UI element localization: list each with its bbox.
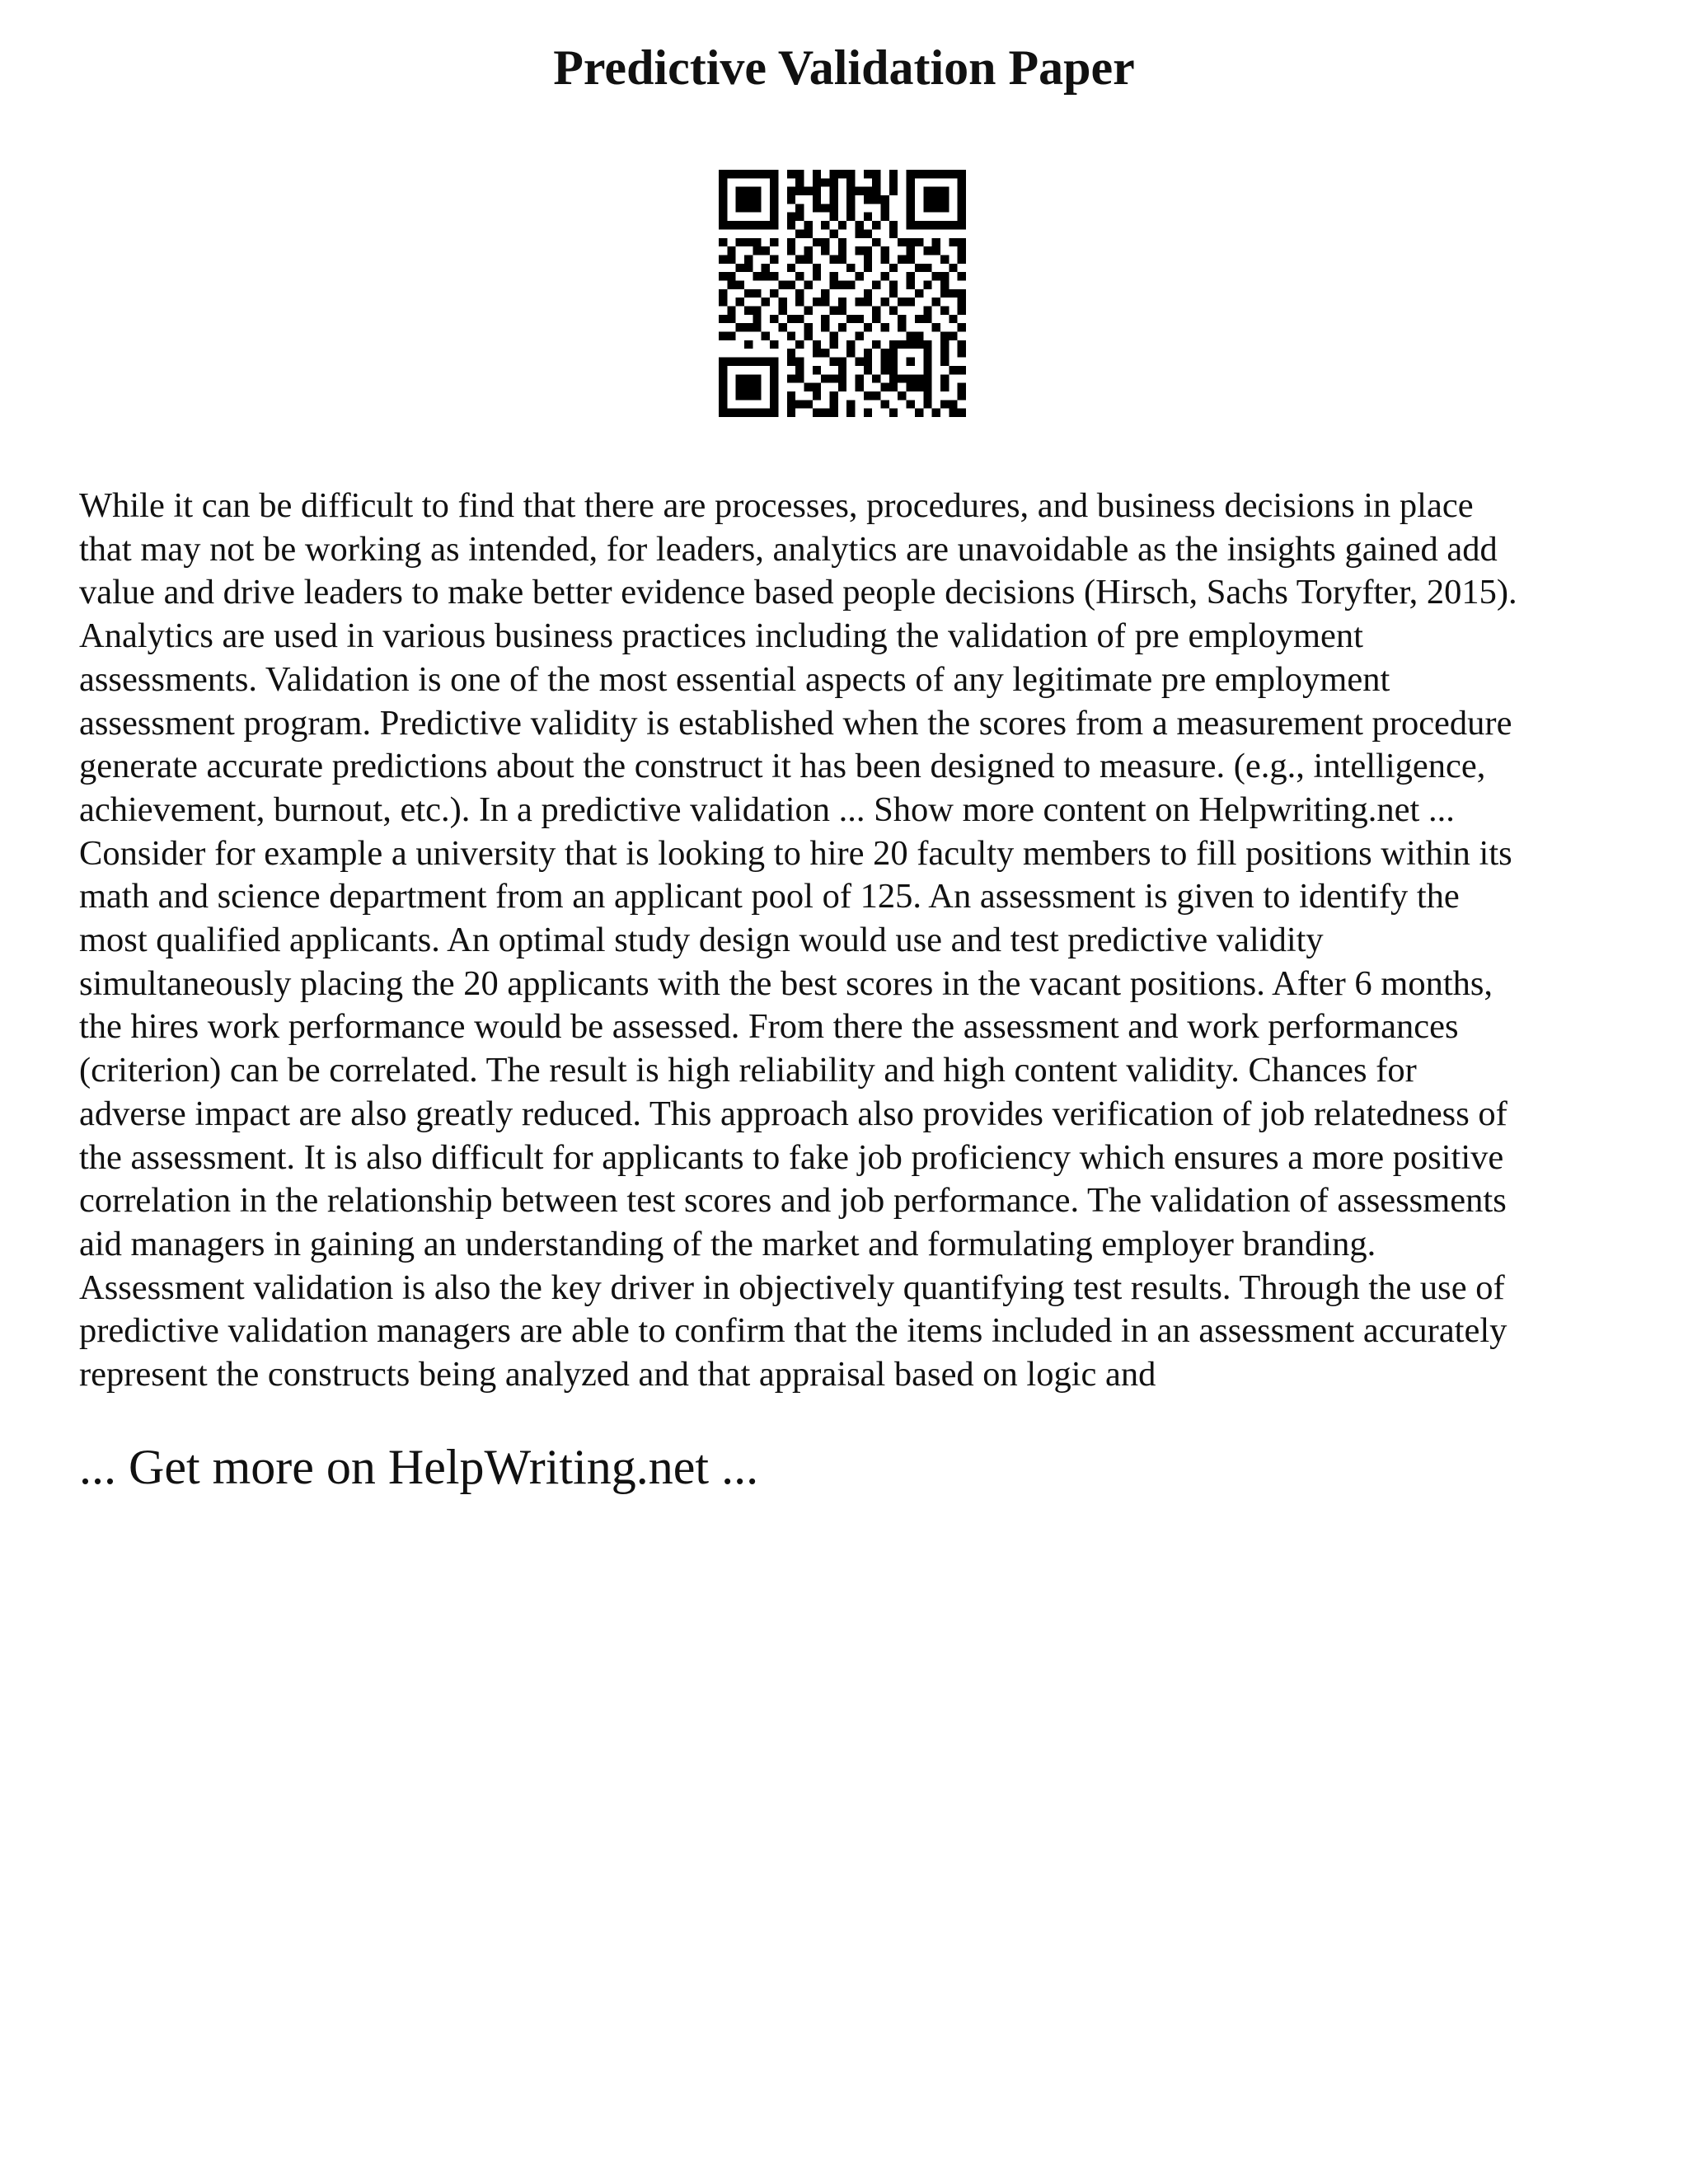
get-more-link[interactable]: ... Get more on HelpWriting.net ...	[79, 1440, 759, 1494]
body-line: While it can be difficult to find that there are processes, procedures, and business decisions in place	[79, 486, 1474, 525]
body-line: (criterion) can be correlated. The result is high reliability and high content validity. Chances for	[79, 1051, 1417, 1090]
body-line: predictive validation managers are able to confirm that the items included in an assessment accurately	[79, 1311, 1507, 1351]
body-line: correlation in the relationship between test scores and job performance. The validation of assessments	[79, 1181, 1507, 1221]
body-line: aid managers in gaining an understanding of the market and formulating employer branding.	[79, 1224, 1376, 1263]
qr-finder-top-right	[907, 170, 966, 229]
body-line: Consider for example a university that is looking to hire 20 faculty members to fill positions within its	[79, 833, 1512, 873]
body-line: assessments. Validation is one of the most essential aspects of any legitimate pre employment	[79, 659, 1390, 699]
qr-alignment	[889, 340, 932, 383]
qr-code[interactable]	[719, 170, 966, 417]
qr-code-graphic	[719, 170, 966, 417]
body-line: math and science department from an applicant pool of 125. An assessment is given to identify the	[79, 877, 1460, 916]
body-line: assessment program. Predictive validity is established when the scores from a measurement procedure	[79, 703, 1512, 743]
body-line: that may not be working as intended, for leaders, analytics are unavoidable as the insights gained add	[79, 529, 1498, 569]
body-line: Analytics are used in various business practices including the validation of pre employment	[79, 616, 1363, 656]
body-line: Assessment validation is also the key driver in objectively quantifying test results. Through the use of	[79, 1268, 1505, 1307]
body-line: most qualified applicants. An optimal study design would use and test predictive validity	[79, 921, 1324, 960]
body-line: simultaneously placing the 20 applicants with the best scores in the vacant positions. After 6 months,	[79, 963, 1493, 1003]
qr-finder-bottom-left	[719, 358, 778, 417]
body-line: the hires work performance would be assessed. From there the assessment and work performances	[79, 1007, 1459, 1047]
qr-finder-top-left	[719, 170, 778, 229]
body-line: value and drive leaders to make better evidence based people decisions (Hirsch, Sachs Toryfter, 2015).	[79, 573, 1517, 612]
body-line: adverse impact are also greatly reduced. This approach also provides verification of job relatedness of	[79, 1094, 1507, 1133]
document-title: Predictive Validation Paper	[553, 40, 1135, 95]
body-line: achievement, burnout, etc.). In a predictive validation ... Show more content on Helpwriting.net ...	[79, 790, 1455, 829]
body-paragraph	[79, 485, 1629, 1397]
body-line: represent the constructs being analyzed and that appraisal based on logic and	[79, 1355, 1156, 1394]
body-line: generate accurate predictions about the construct it has been designed to measure. (e.g., intelligence,	[79, 747, 1486, 786]
body-line: the assessment. It is also difficult for applicants to fake job proficiency which ensures a more positive	[79, 1137, 1504, 1177]
